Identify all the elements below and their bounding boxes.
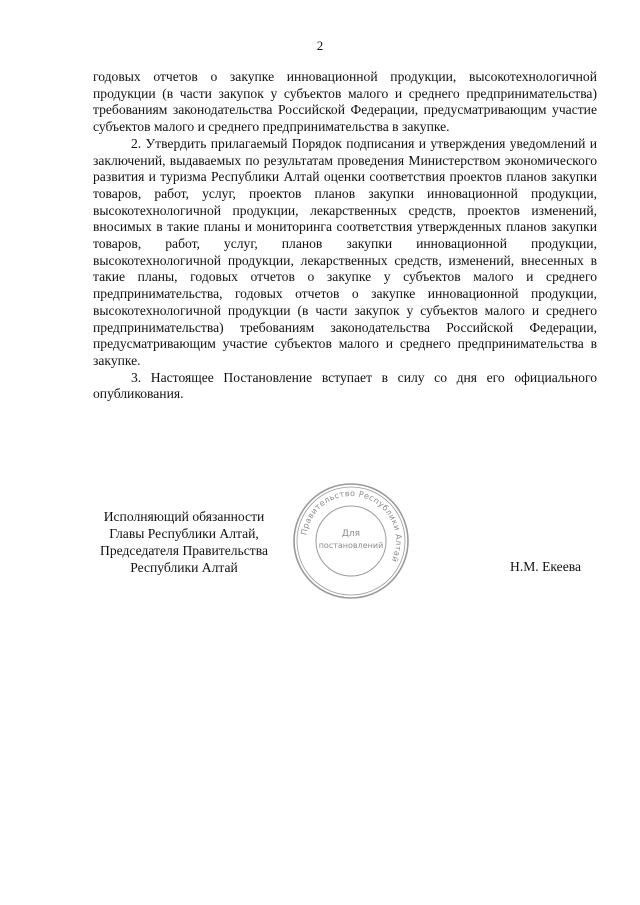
document-body	[93, 69, 597, 403]
paragraph-2: 2. Утвердить прилагаемый Порядок подписания и утверждения уведомлений и заключений, выдаваемых по результатам проведения Министерством экономического развития и туризма Республики Алтай оценки соответствия проектов планов закупки товаров, работ, услуг, проектов планов закупки инновационной продукции, высокотехнологичной продукции, лекарственных средств, проектов изменений, вносимых в такие планы и мониторинга соответствия утвержденных планов закупки товаров, работ, услуг, планов закупки инновационной продукции, высокотехнологичной продукции, лекарственных средств, изменений, внесенных в такие планы, годовых отчетов о закупке у субъектов малого и среднего предпринимательства, годовых отчетов о закупке инновационной продукции, высокотехнологичной продукции (в части закупок у субъектов малого и среднего предпринимательства) требованиям законодательства Российской Федерации, предусматривающим участие субъектов малого и среднего предпринимательства в закупке.	[93, 135, 597, 368]
signer-position-line: Председателя Правительства	[100, 543, 268, 558]
official-stamp	[291, 481, 411, 601]
signer-position-line: Республики Алтай	[130, 560, 238, 575]
page-number: 2	[316, 38, 324, 53]
stamp-outer-text: Правительство Республики Алтай	[299, 488, 404, 564]
signer-position-line: Исполняющий обязанности	[103, 509, 265, 524]
signature-block	[0, 488, 640, 628]
paragraph-3: 3. Настоящее Постановление вступает в силу со дня его официального опубликования.	[93, 369, 597, 402]
signer-name: Н.М. Екеева	[510, 559, 582, 574]
signer-position	[88, 508, 280, 576]
svg-text:Правительство Республики Алтай	[299, 489, 403, 564]
stamp-inner-line-1: Для	[341, 529, 361, 539]
stamp-inner-line-2: постановлений	[318, 541, 384, 550]
signer-position-line: Главы Республики Алтай,	[109, 526, 259, 541]
paragraph-continuation: годовых отчетов о закупке инновационной продукции, высокотехнологичной продукции (в части закупок у субъектов малого и среднего предпринимательства) требованиям законодательства Российской Федерации, предусматривающим участие субъектов малого и среднего предпринимательства в закупке.	[93, 69, 597, 135]
